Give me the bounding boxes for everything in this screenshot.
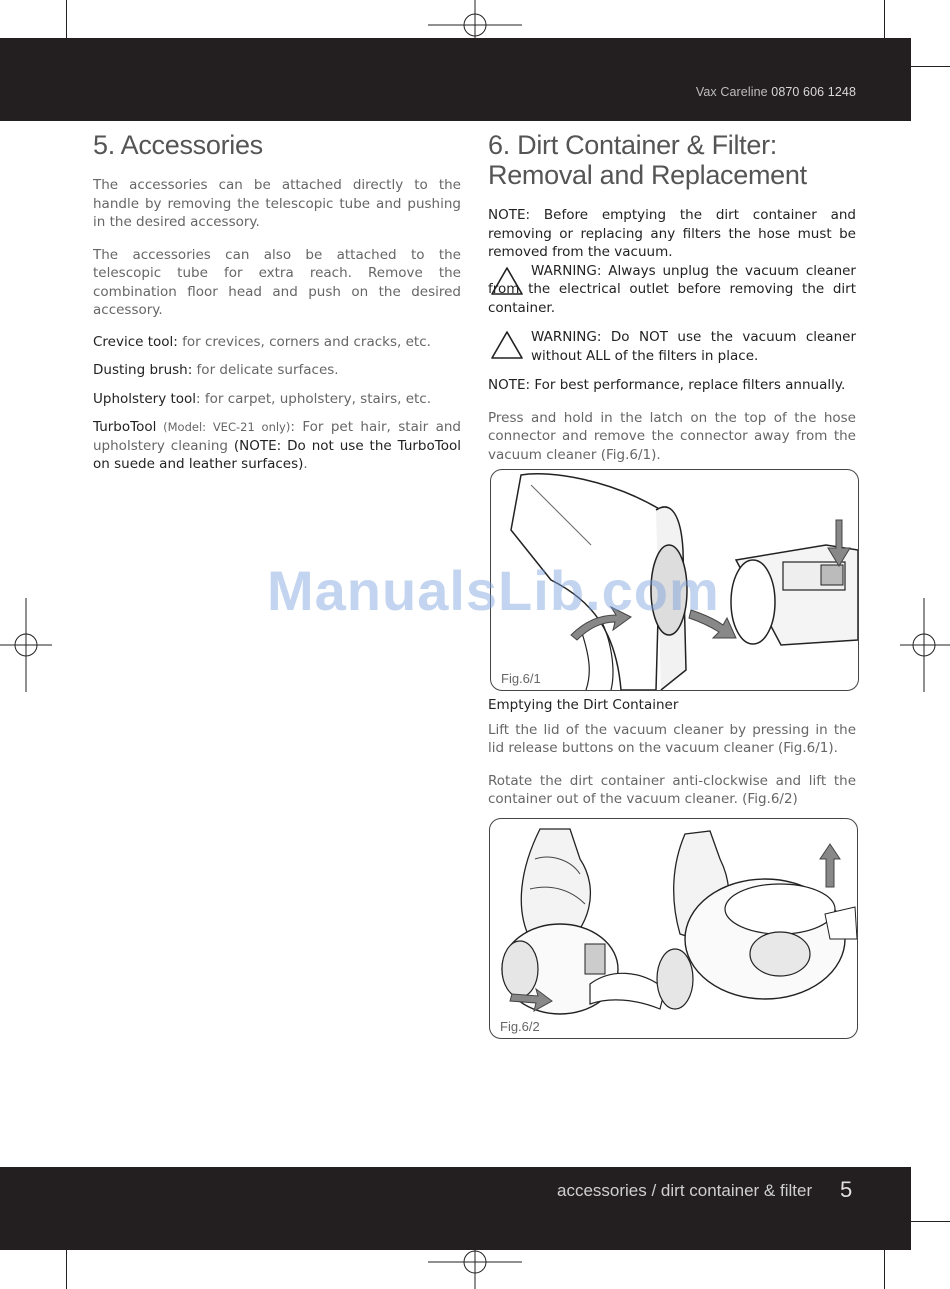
warning-triangle-icon (490, 266, 524, 296)
watermark: ManualsLib.com (267, 559, 720, 622)
turbo-model: (Model: VEC-21 only) (156, 420, 291, 434)
turbotool-item (93, 418, 461, 474)
section-title (488, 130, 856, 190)
figure-label: Fig.6/2 (500, 1019, 540, 1034)
figure-label: Fig.6/1 (501, 671, 541, 686)
dusting-label: Dusting brush: (93, 362, 193, 378)
dirt-container-illustration (490, 819, 857, 1038)
upholstery-tool-item (93, 390, 461, 409)
figure-6-2 (489, 818, 858, 1039)
crevice-tool-item (93, 333, 461, 352)
careline (696, 85, 856, 99)
footer-bar (0, 1167, 911, 1250)
title-line-2: Removal and Replacement (488, 160, 807, 190)
header-bar (0, 38, 911, 121)
note-filters: NOTE: For best performance, replace filters annually. (488, 377, 846, 393)
para-press-latch: Press and hold in the latch on the top of the hose connector and remove the connector away from the vacuum cleaner (Fig.6/1). (488, 409, 856, 463)
dirt-container-section (488, 130, 856, 464)
turbo-label: TurboTool (93, 419, 157, 435)
careline-number: 0870 606 1248 (771, 85, 856, 99)
title-line-1: 6. Dirt Container & Filter: (488, 130, 777, 160)
warning-unplug (488, 262, 856, 318)
footer-section-text: accessories / dirt container & filter (557, 1181, 813, 1200)
turbo-desc: : For pet hair, stair and upholstery cleaning (93, 419, 461, 454)
warning-unplug-text: WARNING: Always unplug the vacuum cleaner from the electrical outlet before removing the dirt container. (488, 262, 856, 316)
dusting-brush-item (93, 361, 461, 380)
note-hose: NOTE: Before emptying the dirt container and removing or replacing any filters the hose must be removed from the vacuum. (488, 207, 856, 260)
accessories-section (93, 130, 461, 474)
section-title: 5. Accessories (93, 130, 263, 160)
page-number: 5 (840, 1177, 853, 1202)
crevice-label: Crevice tool: (93, 333, 178, 350)
para-rotate: Rotate the dirt container anti-clockwise and lift the container out of the vacuum cleaner. (Fig.6/2) (488, 772, 856, 807)
emptying-section (488, 696, 856, 809)
upholstery-desc: : for carpet, upholstery, stairs, etc. (196, 390, 432, 407)
crevice-desc: for crevices, corners and cracks, etc. (177, 333, 431, 350)
warning-filters (488, 328, 856, 365)
accessories-para-1: The accessories can be attached directly to the handle by removing the telescopic tube and pushing in the desired accessory. (93, 177, 461, 230)
warning-filters-text: WARNING: Do NOT use the vacuum cleaner without ALL of the filters in place. (531, 329, 856, 364)
registration-mark-icon (900, 598, 950, 692)
warning-triangle-icon (490, 330, 524, 360)
turbo-note: (NOTE: Do not use the TurboTool on suede and leather surfaces) (93, 437, 461, 472)
registration-mark-icon (0, 598, 52, 692)
turbo-end: . (303, 456, 308, 472)
careline-label: Vax Careline (695, 85, 768, 99)
upholstery-label: Upholstery tool (93, 390, 197, 407)
subhead-emptying: Emptying the Dirt Container (488, 697, 679, 713)
para-lift-lid: Lift the lid of the vacuum cleaner by pressing in the lid release buttons on the vacuum cleaner (Fig.6/1). (488, 721, 856, 756)
dusting-desc: for delicate surfaces. (192, 362, 339, 378)
accessories-para-2: The accessories can also be attached to the telescopic tube for extra reach. Remove the combination floor head and push on the desired accessory. (93, 246, 461, 318)
